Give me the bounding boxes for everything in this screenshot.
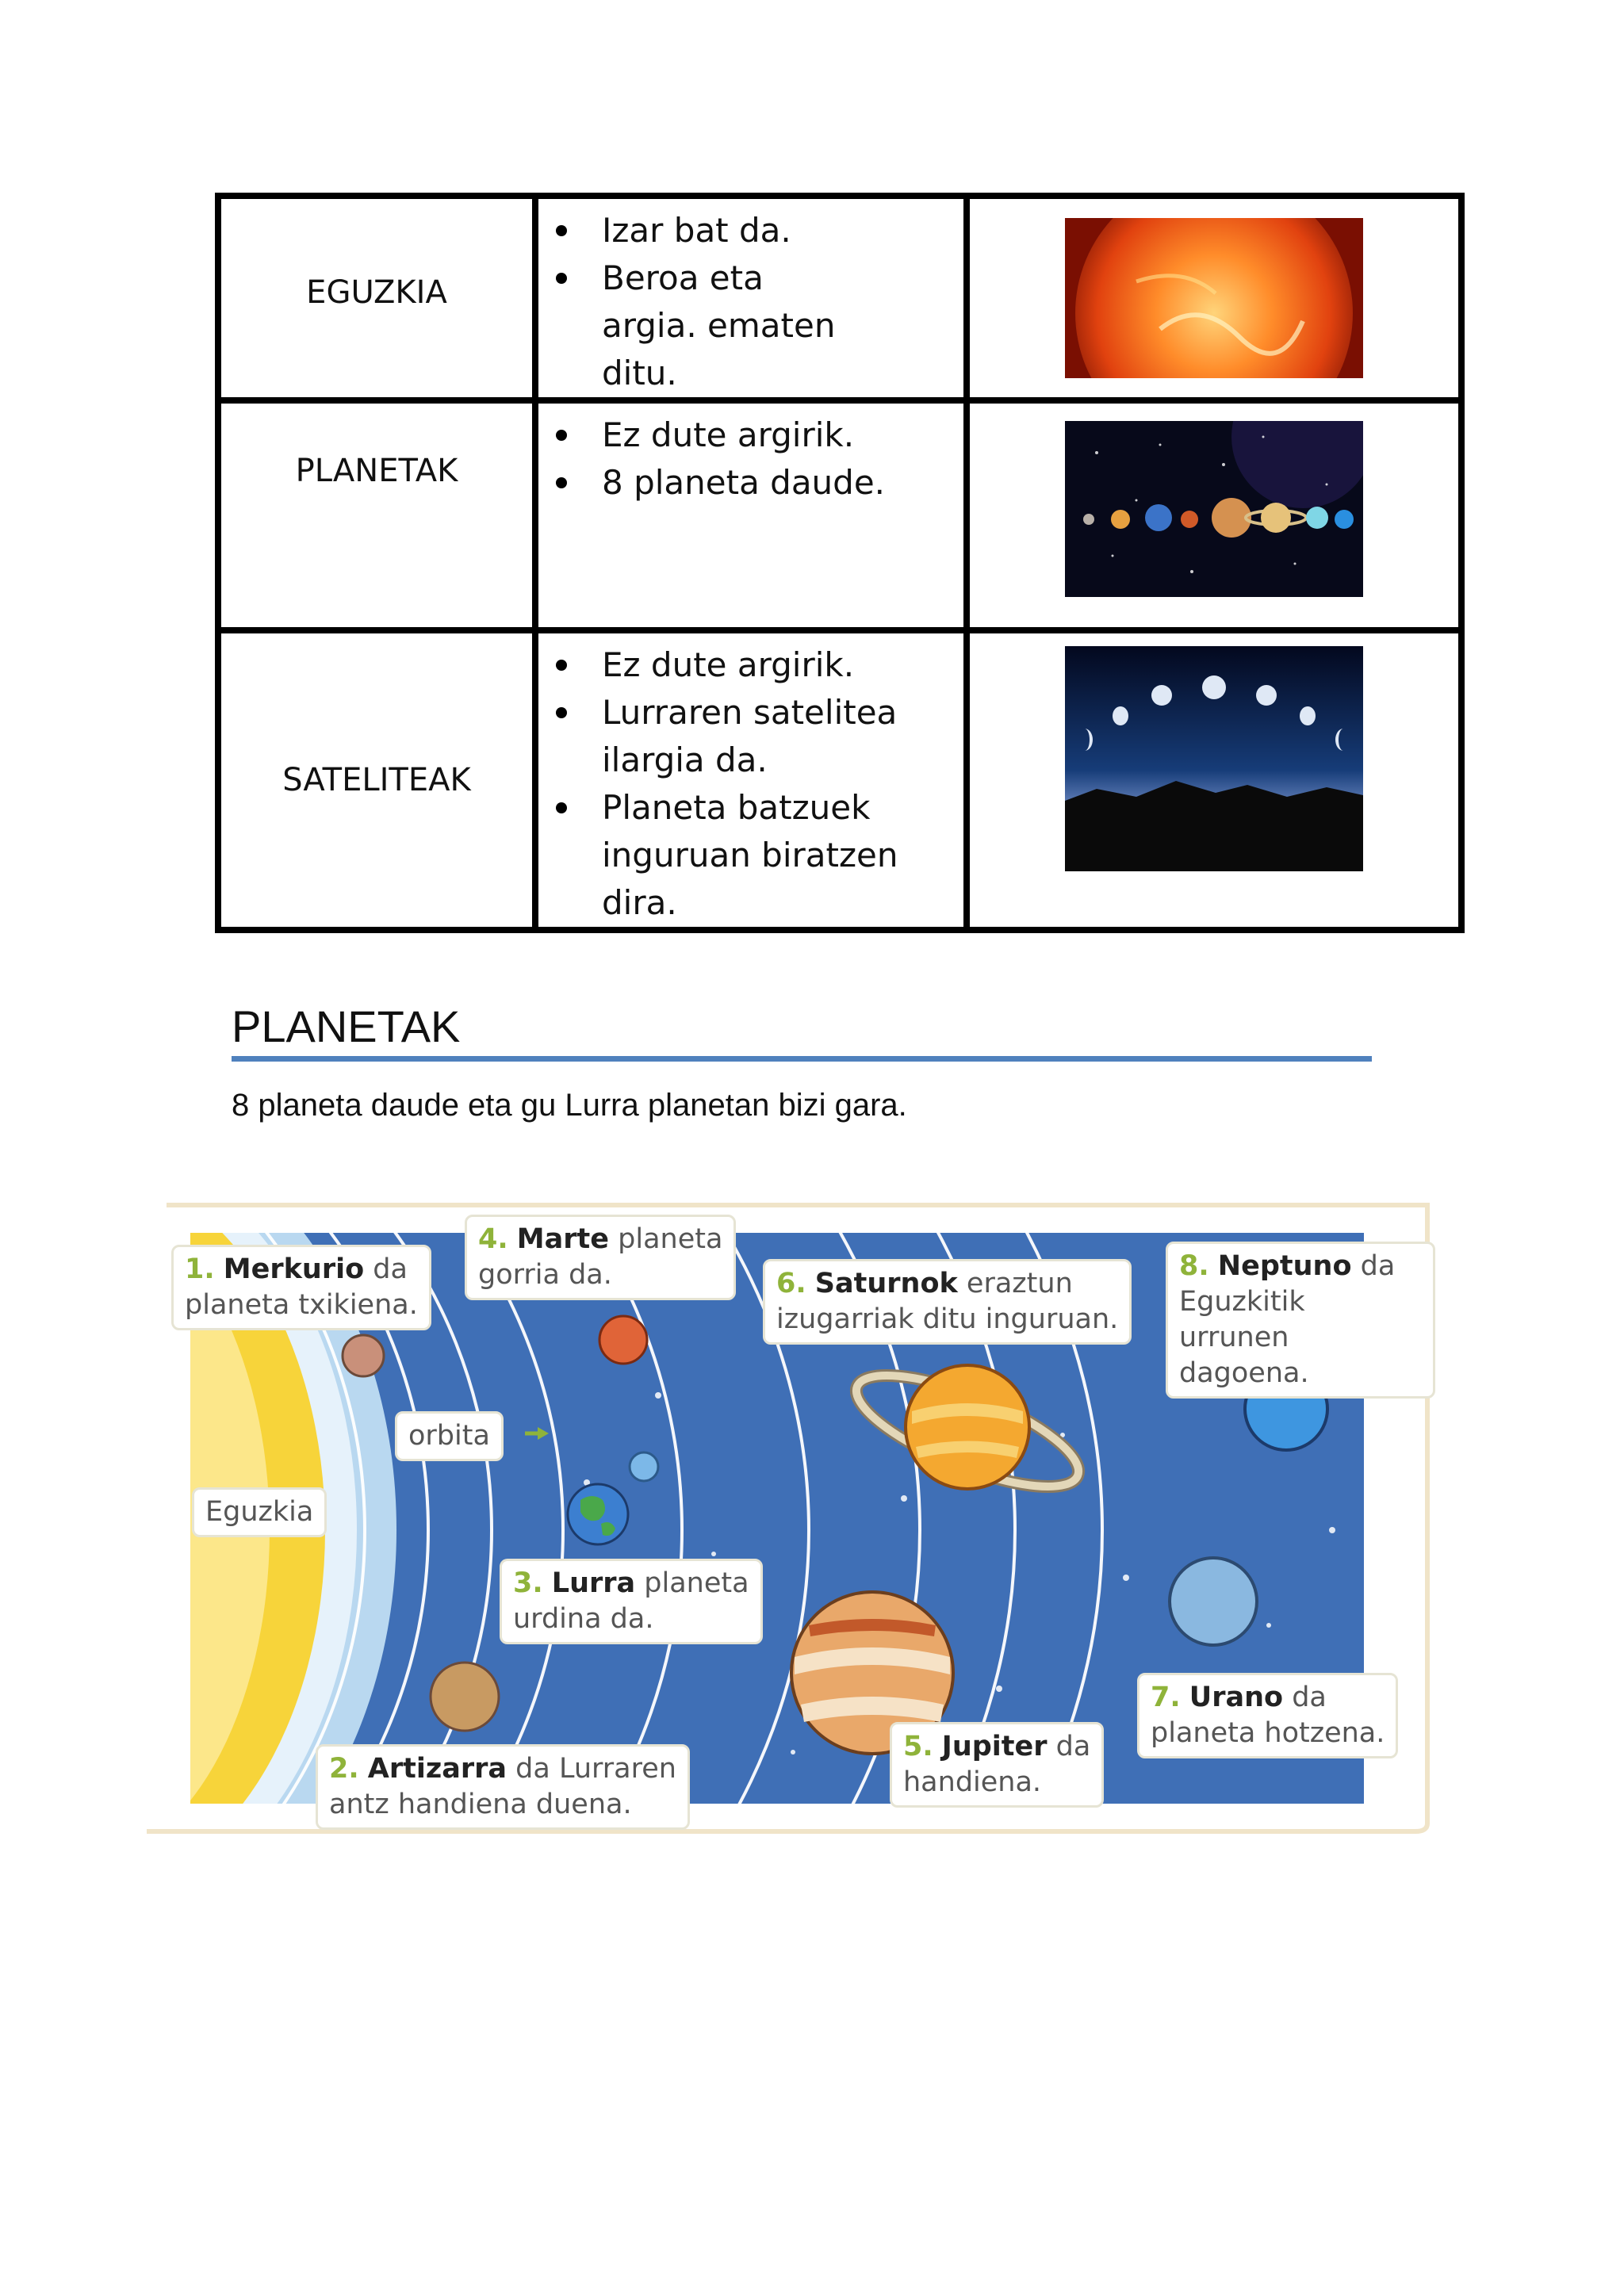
label-urano bbox=[1137, 1673, 1398, 1758]
bullet-list bbox=[538, 633, 963, 927]
label-neptuno bbox=[1166, 1242, 1435, 1399]
table-row bbox=[218, 196, 1461, 400]
venus-planet bbox=[431, 1663, 499, 1731]
label-lurra bbox=[500, 1559, 763, 1644]
moon bbox=[630, 1452, 658, 1481]
planet-name: Jupiter bbox=[941, 1731, 1048, 1762]
row-image-cell bbox=[967, 630, 1461, 930]
sun-photo bbox=[1065, 218, 1363, 378]
label-text: da bbox=[1360, 1250, 1396, 1282]
list-item: Ez dute argirik. bbox=[538, 641, 963, 689]
row-bullets-cell bbox=[535, 630, 967, 930]
label-text: da bbox=[1292, 1682, 1327, 1713]
bullet-list bbox=[538, 404, 963, 507]
row-bullets-cell bbox=[535, 400, 967, 630]
intro-text: 8 planeta daude eta gu Lurra planetan bizi gara. bbox=[232, 1088, 907, 1123]
row-bullets-cell bbox=[535, 196, 967, 400]
planet-name: Saturnok bbox=[814, 1268, 958, 1299]
row-name: SATELITEAK bbox=[282, 762, 471, 798]
mercury-planet bbox=[343, 1335, 384, 1376]
heading-underline bbox=[232, 1056, 1372, 1062]
list-item: Beroa eta argia. ematen ditu. bbox=[538, 254, 963, 397]
row-name: PLANETAK bbox=[295, 453, 458, 489]
label-text: gorria da. bbox=[478, 1259, 612, 1291]
table-row bbox=[218, 630, 1461, 930]
label-text: planeta bbox=[618, 1223, 723, 1255]
label-text: planeta bbox=[644, 1567, 749, 1599]
label-text: da bbox=[1055, 1731, 1091, 1762]
label-number: 2. bbox=[329, 1753, 359, 1785]
list-item: Ez dute argirik. bbox=[538, 411, 963, 459]
row-image-cell bbox=[967, 196, 1461, 400]
label-orbita bbox=[395, 1411, 504, 1461]
planet-name: Neptuno bbox=[1217, 1250, 1352, 1282]
label-eguzkia bbox=[192, 1487, 327, 1537]
label-text: planeta hotzena. bbox=[1151, 1717, 1385, 1749]
section-heading: PLANETAK bbox=[232, 1001, 461, 1051]
moon-phases-photo bbox=[1065, 646, 1363, 871]
label-text: Eguzkitik urrunen bbox=[1179, 1286, 1305, 1353]
label-number: 8. bbox=[1179, 1250, 1209, 1282]
label-text: Eguzkia bbox=[205, 1496, 314, 1528]
label-text: da bbox=[373, 1253, 408, 1285]
label-number: 7. bbox=[1151, 1682, 1181, 1713]
label-artizarra bbox=[316, 1744, 690, 1830]
table-row bbox=[218, 400, 1461, 630]
label-text: da Lurraren bbox=[515, 1753, 676, 1785]
list-item: 8 planeta daude. bbox=[538, 459, 963, 507]
list-item: Lurraren satelitea ilargia da. bbox=[538, 689, 963, 784]
mars-planet bbox=[599, 1316, 647, 1364]
label-number: 1. bbox=[185, 1253, 215, 1285]
list-item: Izar bat da. bbox=[538, 207, 963, 254]
planet-name: Merkurio bbox=[223, 1253, 365, 1285]
row-name: EGUZKIA bbox=[306, 274, 447, 311]
label-text: urdina da. bbox=[513, 1603, 654, 1635]
label-text: planeta txikiena. bbox=[185, 1289, 418, 1321]
uranus-planet bbox=[1170, 1558, 1257, 1645]
label-number: 3. bbox=[513, 1567, 543, 1599]
label-text: handiena. bbox=[903, 1766, 1042, 1798]
row-name-cell bbox=[218, 400, 535, 630]
label-merkurio bbox=[171, 1245, 431, 1330]
label-jupiter bbox=[890, 1722, 1104, 1808]
label-text: eraztun bbox=[966, 1268, 1073, 1299]
label-saturno bbox=[763, 1259, 1132, 1345]
planet-name: Lurra bbox=[551, 1567, 636, 1599]
saturn-planet bbox=[906, 1365, 1029, 1489]
label-text: izugarriak ditu inguruan. bbox=[776, 1303, 1119, 1335]
row-name-cell bbox=[218, 630, 535, 930]
list-item: Planeta batzuek inguruan biratzen dira. bbox=[538, 784, 963, 927]
label-text: antz handiena duena. bbox=[329, 1789, 632, 1820]
planet-name: Urano bbox=[1189, 1682, 1284, 1713]
planet-name: Artizarra bbox=[367, 1753, 508, 1785]
info-table bbox=[215, 193, 1465, 933]
solar-system-illustration bbox=[143, 1197, 1435, 1839]
row-name-cell bbox=[218, 196, 535, 400]
planets-photo bbox=[1065, 421, 1363, 597]
label-number: 4. bbox=[478, 1223, 508, 1255]
label-number: 5. bbox=[903, 1731, 933, 1762]
bullet-list bbox=[538, 199, 963, 397]
label-text: orbita bbox=[408, 1420, 490, 1452]
row-image-cell bbox=[967, 400, 1461, 630]
planet-name: Marte bbox=[516, 1223, 609, 1255]
label-number: 6. bbox=[776, 1268, 806, 1299]
label-marte bbox=[465, 1215, 736, 1300]
label-text: dagoena. bbox=[1179, 1357, 1309, 1389]
